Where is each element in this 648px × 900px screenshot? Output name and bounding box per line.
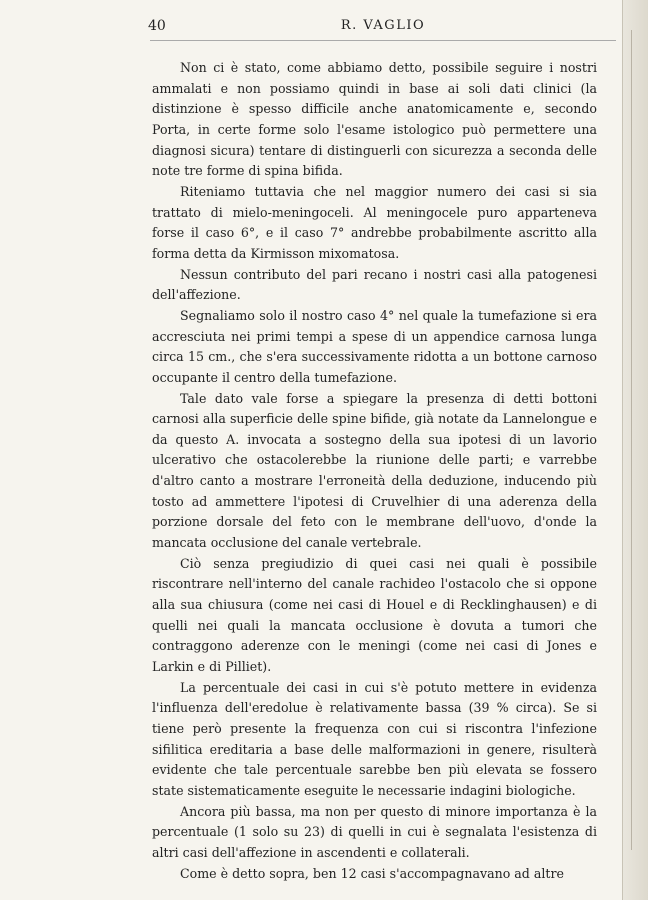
paragraph: Tale dato vale forse a spiegare la presenza di detti bottoni carnosi alla superficie delle spine bifide, già notate da Lannelongue e da questo A. invocata a sostegno della sua ipotesi di un lavorio ulcerativo che ostacolerebbe la riunione delle parti; e varrebbe d'altro canto a mostrare l'erroneità della deduzione, inducendo più tosto ad ammettere l'ipotesi di Cruvelhier di una aderenza della porzione dorsale del feto con le membrane dell'uovo, d'onde la mancata occlusione del canale vertebrale.: [152, 390, 597, 551]
paragraph: Non ci è stato, come abbiamo detto, possibile seguire i nostri ammalati e non possiamo quindi in base ai soli dati clinici (la distinzione è spesso difficile anche anatomicamente e, secondo Porta, in certe forme solo l'esame istologico può permettere una diagnosi sicura) tentare di distinguerli con sicurezza a seconda delle note tre forme di spina bifida.: [152, 60, 597, 179]
paragraph: Ciò senza pregiudizio di quei casi nei quali è possibile riscontrare nell'interno del canale rachideo l'ostacolo che si oppone alla sua chiusura (come nei casi di Houel e di Recklinghausen) e di quelli nei quali la mancata occlusione è dovuta a tumori che contraggono aderenze con le meningi (come nei casi di Jones e Larkin e di Pilliet).: [152, 555, 597, 675]
adjacent-page-edge: [622, 0, 648, 900]
page-edge-rule: [631, 30, 632, 850]
paragraph: La percentuale dei casi in cui s'è potuto mettere in evidenza l'influenza dell'eredolue è relativamente bassa (39 % circa). Se si tiene però presente la frequenza con cui si riscontra l'infezione sifilitica ereditaria a base delle malformazioni in genere, risulterà evidente che tale percentuale sarebbe ben più elevata se fossero state sistematicamente eseguite le necessarie indagini biologiche.: [152, 679, 597, 798]
running-title: R. VAGLIO: [340, 18, 426, 33]
paragraph: Riteniamo tuttavia che nel maggior numero dei casi si sia trattato di mielo-meningoceli. Al meningocele puro apparteneva forse il caso 6°, e il caso 7° andrebbe probabilmente ascritto alla forma detta da Kirmisson mixomatosa.: [152, 183, 597, 261]
paragraph: Nessun contributo del pari recano i nostri casi alla patogenesi dell'affezione.: [152, 266, 597, 303]
page-number: 40: [148, 18, 166, 34]
paragraph: Ancora più bassa, ma non per questo di minore importanza è la percentuale (1 solo su 23) di quelli in cui è segnalata l'esistenza di altri casi dell'affezione in ascendenti e collaterali.: [152, 803, 597, 860]
paragraph: Come è detto sopra, ben 12 casi s'accompagnavano ad altre: [180, 865, 564, 881]
page-header: [150, 18, 616, 41]
body-text: [152, 58, 597, 884]
paragraph: Segnaliamo solo il nostro caso 4° nel quale la tumefazione si era accresciuta nei primi tempi a spese di un appendice carnosa lunga circa 15 cm., che s'era successivamente ridotta a un bottone carnoso occupante il centro della tumefazione.: [152, 307, 597, 385]
